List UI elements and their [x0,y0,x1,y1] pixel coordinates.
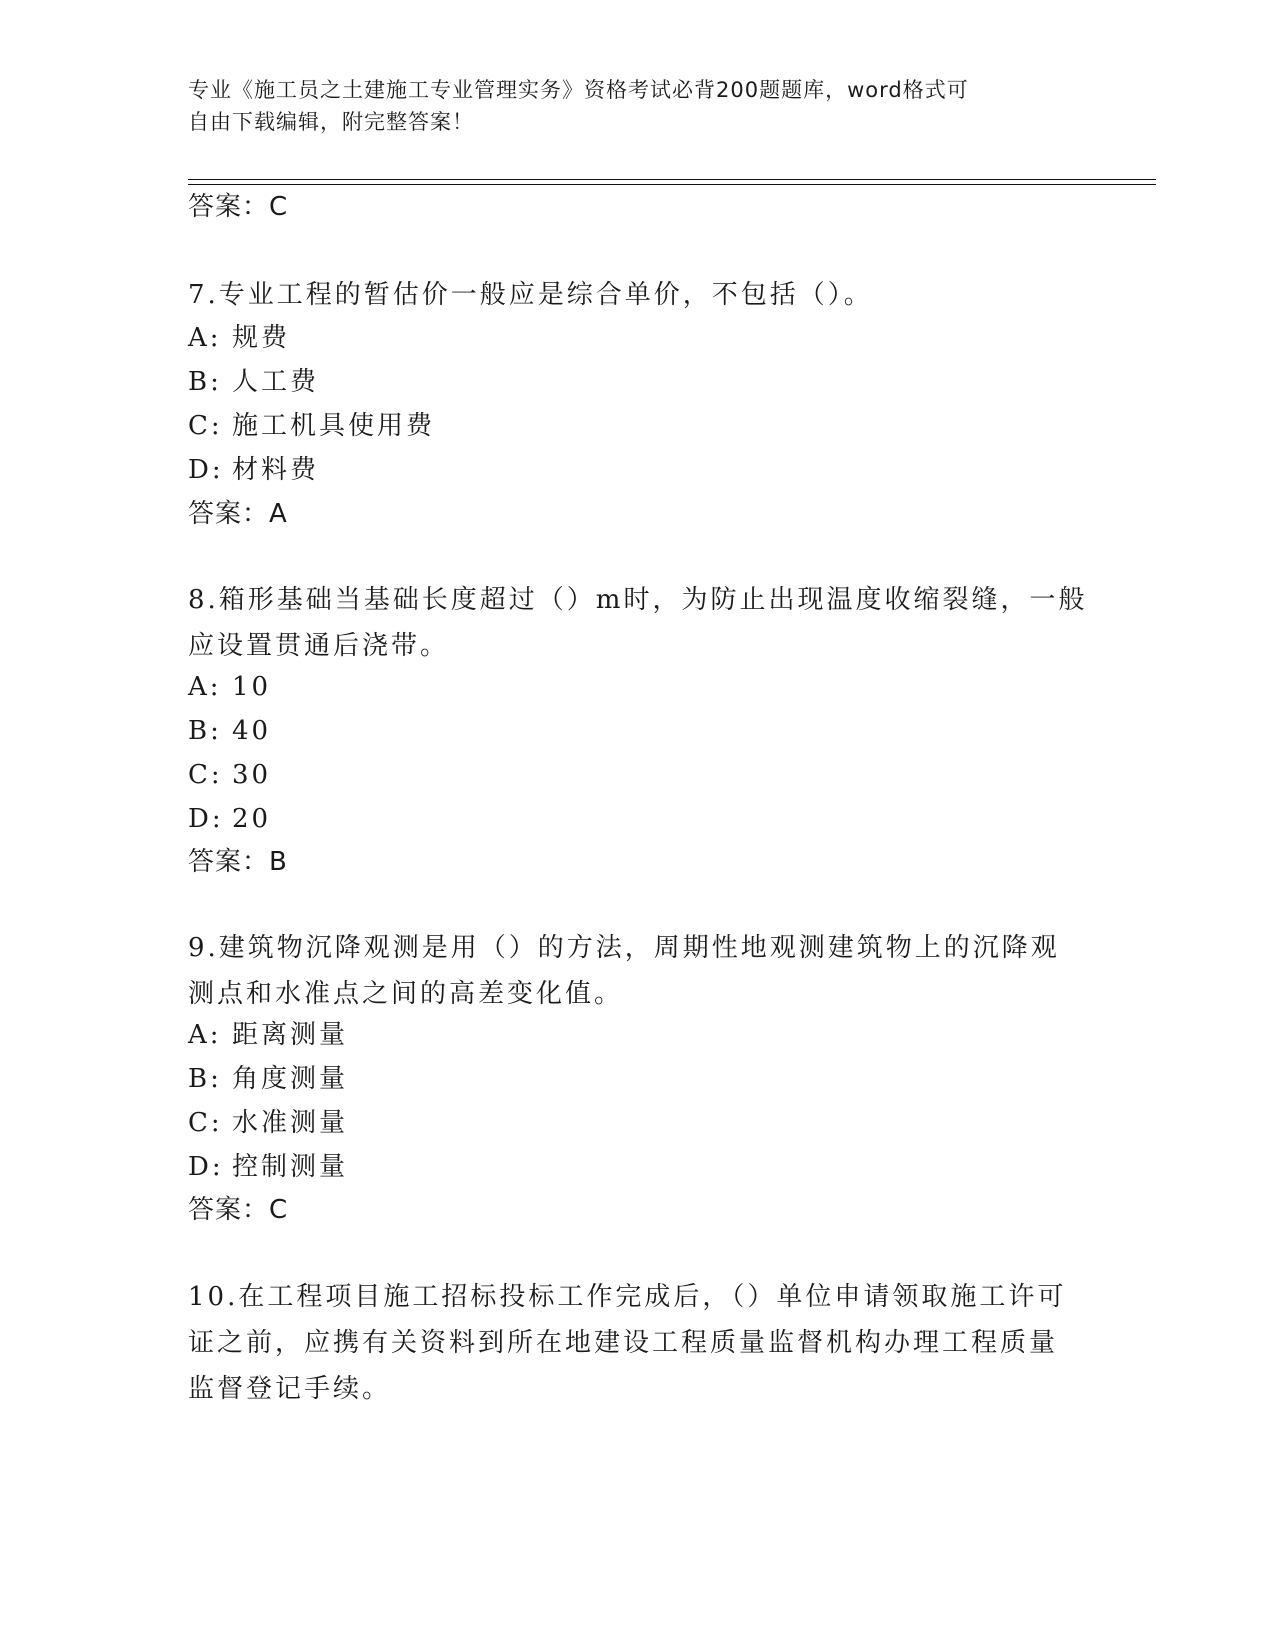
question-10 [188,1274,1088,1412]
question-7-option-a [188,318,290,358]
question-9-answer: 答案：C [188,1195,289,1225]
question-10-line-3: 监督登记手续。 [188,1374,392,1404]
option-label: D: [188,804,224,834]
question-8-answer: 答案：B [188,847,288,877]
option-label: A: [188,323,222,353]
question-9-line-2: 测点和水准点之间的高差变化值。 [188,979,624,1009]
option-label: C: [188,760,223,790]
option-label: D: [188,455,224,485]
option-text: 30 [232,760,272,790]
header-divider-top [188,179,1156,180]
question-9-line-1: 9.建筑物沉降观测是用（）的方法，周期性地观测建筑物上的沉降观 [188,933,1060,963]
option-label: C: [188,411,223,441]
option-text: 控制测量 [232,1152,349,1182]
question-8-line-1: 8.箱形基础当基础长度超过（）m时，为防止出现温度收缩裂缝，一般 [188,585,1088,615]
question-8-option-c [188,755,271,795]
question-8-line-2: 应设置贯通后浇带。 [188,631,450,661]
option-text: 人工费 [232,367,320,397]
question-7 [188,272,1088,318]
header-line-2: 自由下载编辑，附完整答案！ [188,110,474,134]
option-text: 距离测量 [232,1020,349,1050]
question-8-option-b [188,711,271,751]
question-9-option-b [188,1059,348,1099]
option-label: C: [188,1108,223,1138]
question-9-option-a [188,1015,348,1055]
header-line-1: 专业《施工员之土建施工专业管理实务》资格考试必背200题题库，word格式可 [188,78,969,102]
question-8-option-a [188,667,271,707]
option-text: 施工机具使用费 [232,411,436,441]
question-7-option-b [188,362,319,402]
question-9-option-d [188,1147,348,1187]
question-10-line-1: 10.在工程项目施工招标投标工作完成后，（）单位申请领取施工许可 [188,1282,1067,1312]
option-text: 规费 [232,323,291,353]
option-label: B: [188,1064,222,1094]
question-8 [188,577,1088,669]
question-7-option-d [188,450,319,490]
option-text: 材料费 [232,455,320,485]
option-label: A: [188,672,222,702]
previous-answer: 答案：C [188,192,289,222]
option-label: D: [188,1152,224,1182]
option-text: 角度测量 [232,1064,349,1094]
option-label: B: [188,716,222,746]
question-7-answer: 答案：A [188,499,288,529]
option-text: 40 [232,716,272,746]
question-7-line-1: 7.专业工程的暂估价一般应是综合单价，不包括（）。 [188,280,873,310]
header-divider-bottom [188,184,1156,185]
option-label: B: [188,367,222,397]
option-text: 20 [232,804,272,834]
option-text: 10 [232,672,272,702]
question-9 [188,925,1088,1017]
question-7-option-c [188,406,435,446]
question-8-option-d [188,799,271,839]
document-header [188,74,1088,138]
question-9-option-c [188,1103,348,1143]
option-label: A: [188,1020,222,1050]
question-10-line-2: 证之前，应携有关资料到所在地建设工程质量监督机构办理工程质量 [188,1328,1059,1358]
option-text: 水准测量 [232,1108,349,1138]
